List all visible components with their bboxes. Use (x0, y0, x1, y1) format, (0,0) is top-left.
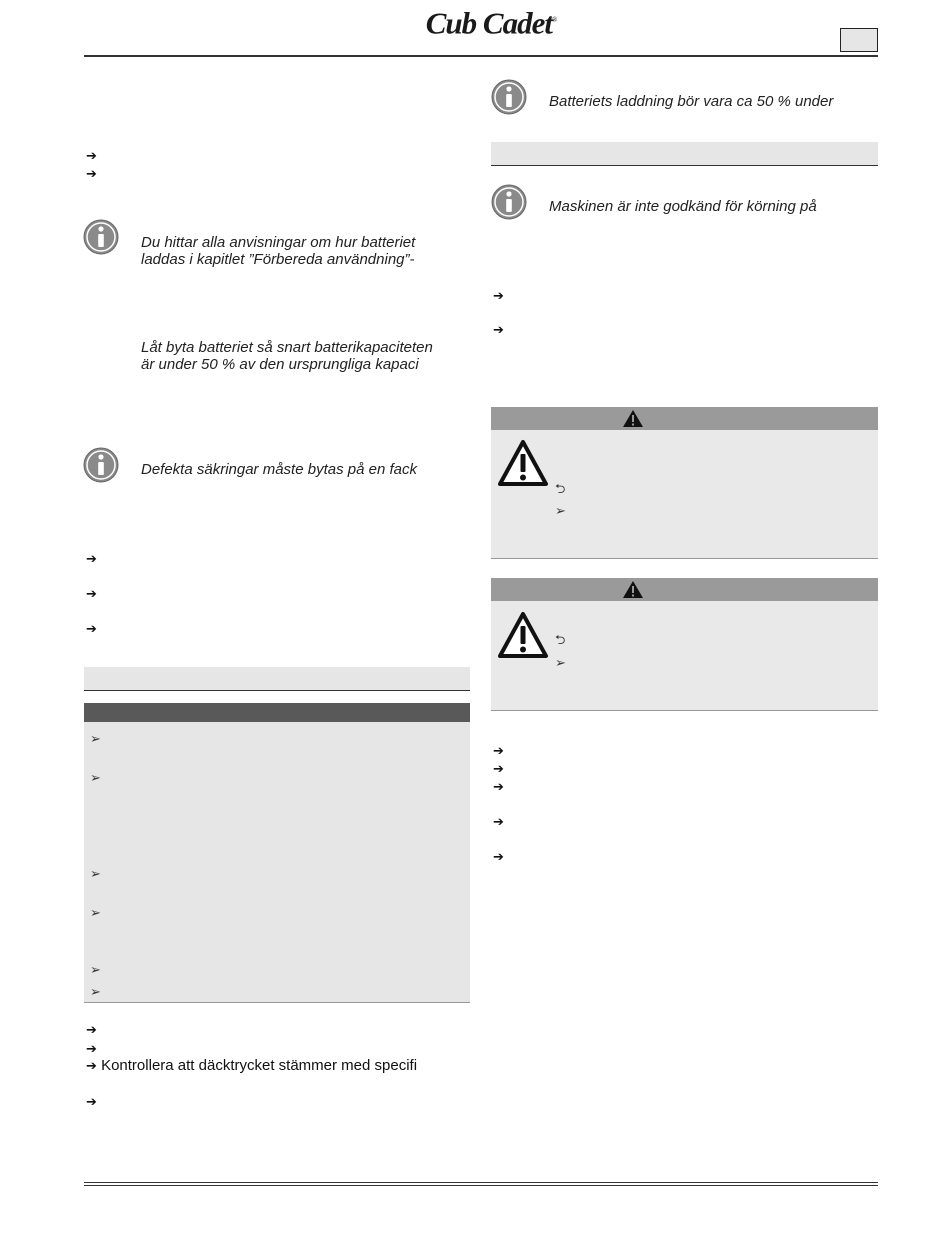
table-header-band (84, 703, 470, 722)
battery-storage-note: Batteriets laddning bör vara ca 50 % under (549, 93, 834, 110)
warning-large-triangle-icon (497, 439, 549, 487)
footer-rule (84, 1182, 878, 1183)
page-number-box (840, 28, 878, 52)
chevron-icon: ➢ (90, 866, 101, 881)
chevron-icon: ➢ (90, 905, 101, 920)
fuse-note-text: Defekta säkringar måste bytas på en fack (141, 461, 417, 478)
brand-logo (405, 2, 577, 41)
arrow-icon: ➔ (493, 288, 504, 303)
chevron-icon: ➢ (90, 731, 101, 746)
info-icon (491, 79, 527, 115)
chevron-icon: ➢ (90, 770, 101, 785)
arrow-icon: ➔ (86, 551, 97, 566)
chevron-icon: ➢ (90, 984, 101, 999)
round-arrow-icon: ⮌ (555, 481, 566, 496)
chevron-icon: ➢ (555, 503, 566, 518)
warning-header (491, 578, 878, 601)
table-body (84, 722, 470, 1003)
battery-replace-note: Låt byta batteriet så snart batterikapaciteten är under 50 % av den ursprungliga kapaci (141, 339, 433, 373)
arrow-icon: ➔ (86, 1041, 97, 1056)
brand-name: Cub Cadet (425, 5, 552, 41)
chevron-icon: ➢ (90, 962, 101, 977)
section-heading-rule (491, 165, 878, 166)
arrow-icon: ➔ (493, 779, 504, 794)
arrow-icon: ➔ (493, 849, 504, 864)
info-icon (83, 447, 119, 483)
info-icon (83, 219, 119, 255)
arrow-icon: ➔ (86, 1058, 97, 1073)
warning-body (491, 601, 878, 711)
round-arrow-icon: ⮌ (555, 632, 566, 647)
warning-header (491, 407, 878, 430)
section-heading-band (491, 142, 878, 165)
warning-triangle-icon (622, 580, 644, 599)
arrow-icon: ➔ (86, 1094, 97, 1109)
info-icon (491, 184, 527, 220)
footer-rule (84, 1185, 878, 1186)
info-note-text: Du hittar alla anvisningar om hur batteriet laddas i kapitlet ”Förbereda användning”- (141, 234, 416, 268)
warning-triangle-icon (622, 409, 644, 428)
tire-pressure-instruction: ➔ Kontrollera att däcktrycket stämmer med specifi (86, 1057, 418, 1074)
arrow-icon: ➔ (86, 148, 97, 163)
arrow-icon: ➔ (493, 322, 504, 337)
warning-large-triangle-icon (497, 611, 549, 659)
arrow-icon: ➔ (493, 814, 504, 829)
trademark-symbol: ® (551, 16, 557, 24)
section-heading-rule (84, 690, 470, 691)
arrow-icon: ➔ (86, 586, 97, 601)
arrow-icon: ➔ (493, 761, 504, 776)
arrow-icon: ➔ (86, 166, 97, 181)
section-heading-band (84, 667, 470, 690)
arrow-icon: ➔ (86, 1022, 97, 1037)
arrow-icon: ➔ (493, 743, 504, 758)
road-use-note: Maskinen är inte godkänd för körning på (549, 198, 817, 215)
warning-body (491, 430, 878, 559)
header-rule (84, 55, 878, 57)
arrow-icon: ➔ (86, 621, 97, 636)
chevron-icon: ➢ (555, 655, 566, 670)
